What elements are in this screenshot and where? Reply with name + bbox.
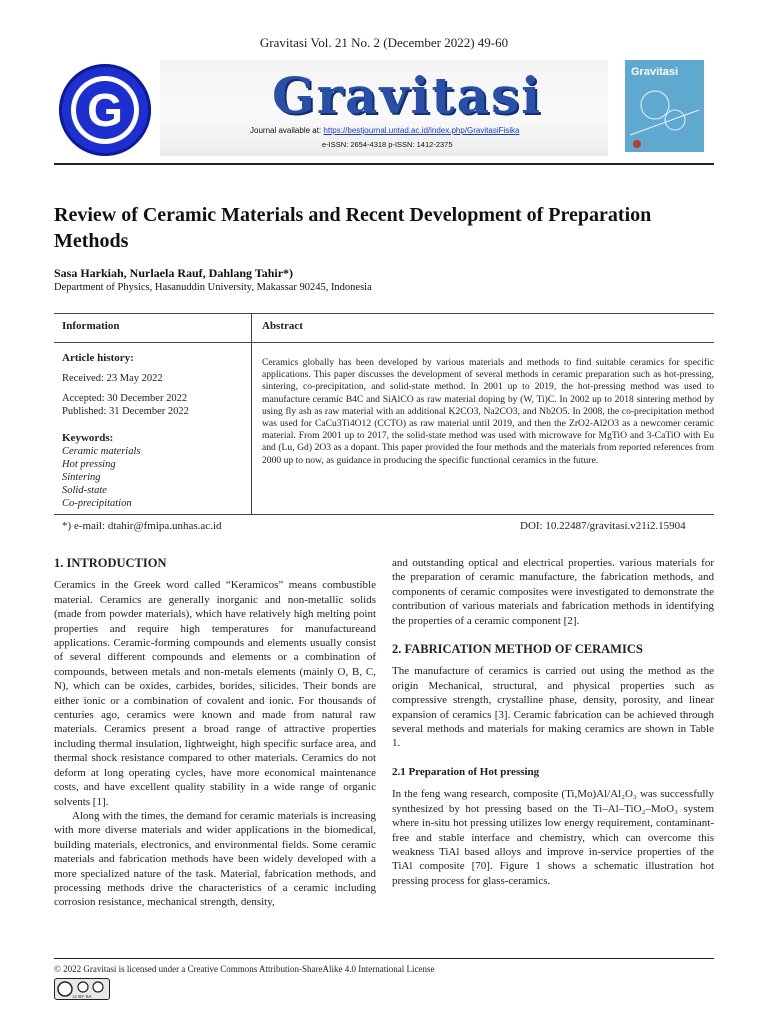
left-column — [54, 556, 376, 910]
info-box-bottom-rule — [54, 514, 714, 515]
footer-divider — [54, 958, 714, 959]
paragraph: In the feng wang research, composite (Ti,Mo)Al/Al₂O₃ was successfully synthesized by hot pressing based on the Ti–Al–TiO₂–MoO₃ system where in-situ hot pressing utilizes low energy requirement, contaminant-free and stable interface and chemistry, which can overcome this weakness TiAl based alloys and improve in-service properties of the TiAl composite [70]. Figure 1 shows a schematic illustration hot pressing process for glass-ceramics. — [392, 788, 714, 887]
license-text: © 2022 Gravitasi is licensed under a Creative Commons Attribution-ShareAlike 4.0 International License — [54, 964, 435, 974]
logo-letter: G — [87, 84, 123, 136]
received-date: Received: 23 May 2022 — [62, 373, 163, 384]
keyword: Co-precipitation — [62, 498, 132, 509]
section-heading-fabrication: 2. FABRICATION METHOD OF CERAMICS — [392, 642, 643, 657]
banner-divider — [54, 163, 714, 165]
paragraph: and outstanding optical and electrical properties. various materials for the preparation of ceramic manufacture, the fabrication methods, and components of ceramic composites were investigated to demonstrate the contribution of various materials and fabrication methods in identifying the properties of a ceramic component [2]. — [392, 557, 714, 627]
doi: DOI: 10.22487/gravitasi.v21i2.15904 — [520, 520, 686, 532]
paragraph: Along with the times, the demand for ceramic materials is increasing with more diverse materials and wider applications in the biomedical, building materials, electronics, and environmental fields. Some ceramic materials and fabrication methods have been widely developed with a more specialized nature of the task. Material, fabrication methods, and processing methods drive the characteristics of a ceramic including corrosion resistance, mechanical strength, density, — [54, 809, 376, 909]
paragraph: Ceramics in the Greek word called “Keramicos” means combustible material. Ceramics are generally inorganic and non-metallic solids (made from powder materials), which have relatively high melting point properties and require high temperatures for manufactureand applications. Ceramic-forming compounds and elements usually consist of several different compounds and elements or a combination of compounds, between metals and non-metals elements (mainly O, B, C, N), which can be oxides, carbides, borides, silicides. Their bonds are either ionic or a combination of covalent and ionic. For thousands of centuries ago, ceramics were known and made from natural raw materials. Ceramics present a broad range of attractive properties including thermal insulation, lightweight, high specific surface area, and thermal shock resistance compared to other materials. Ceramics do not deform at long operating cycles, have more economical maintenance costs, and have excellent quality stability in a wide range of organic solvents [1]. — [54, 579, 376, 808]
cc-license-badge[interactable] — [54, 978, 110, 1000]
article-history-heading: Article history: — [62, 352, 134, 364]
keywords-heading: Keywords: — [62, 432, 114, 444]
section-heading-introduction: 1. INTRODUCTION — [54, 556, 167, 570]
corresponding-email: *) e-mail: dtahir@fmipa.unhas.ac.id — [62, 520, 222, 532]
running-header: Gravitasi Vol. 21 No. 2 (December 2022) 49-60 — [259, 35, 509, 50]
subsection-heading-hot-pressing: 2.1 Preparation of Hot pressing — [392, 765, 540, 778]
abstract-text: Ceramics globally has been developed by various materials and methods to find suitable ceramics for specific applications. This paper discusses the development of several methods in ceramic preparation such as hot-pressing, sintering, co-precipitation, and solid-state method. In 2001 up to 2019, the hot-pressing method was used to manufacture ceramic B4C and SiAlCO as raw material doping by (W, Ti)C. In 2002 up to 2018 sintering method by using fly ash as raw material with an additional K2CO3, Na2CO3, and Nb2O5. In 2008, the co-precipitation method was used for CaCu3Ti4O12 (CCTO) as raw material until 2019, and then the ZrO2-Al2O3 as a newcomer ceramic material. From 2001 up to 2017, the solid-state method was used with microwave for MgTiO and 3-CaTiO with Eu and (Lu, Gd) 2O3 as a dopant. This paper provided the four methods and the materials from reported references from 2000 up to now, as guidance in producing the specific functional ceramics in the future. — [262, 357, 714, 466]
journal-url-link[interactable]: https://bestjournal.untad.ac.id/index.php/GravitasiFisika — [323, 126, 520, 135]
keyword: Ceramic materials — [62, 446, 141, 457]
article-info — [62, 352, 247, 510]
cc-label: cc BY SA — [72, 994, 92, 999]
journal-logo — [59, 64, 151, 156]
cover-artwork-icon — [625, 80, 704, 152]
journal-banner-title: Gravitasi — [272, 66, 543, 125]
issn-line: e-ISSN: 2654-4318 p-ISSN: 1412-2375 — [322, 140, 453, 149]
accepted-date: Accepted: 30 December 2022 — [62, 393, 188, 404]
cover-title: Gravitasi — [631, 66, 679, 78]
affiliation: Department of Physics, Hasanuddin University, Makassar 90245, Indonesia — [54, 282, 372, 293]
info-box-column-divider — [251, 313, 252, 514]
info-box-top-rule — [54, 313, 714, 314]
information-heading: Information — [62, 320, 120, 332]
info-box-header-rule — [54, 342, 714, 343]
paragraph: The manufacture of ceramics is carried out using the method as the origin Mechanical, structural, and physical properties such as compressive strength, crystalline phase, density, porosity, and linear expansion of ceramics [3]. Ceramic fabrication can be achieved through several methods and materials for making ceramics are shown in Table 1. — [392, 665, 714, 750]
journal-cover-thumbnail — [625, 60, 704, 152]
abstract-heading: Abstract — [262, 320, 303, 332]
journal-label: Journal available at: — [250, 126, 322, 135]
keyword: Solid-state — [62, 485, 107, 496]
logo-g-icon — [59, 64, 151, 156]
right-column — [392, 556, 714, 888]
cc-by-sa-icon — [55, 979, 109, 999]
keyword: Sintering — [62, 472, 101, 483]
journal-availability — [250, 126, 520, 135]
published-date: Published: 31 December 2022 — [62, 406, 189, 417]
paper-title: Review of Ceramic Materials and Recent Development of Preparation Methods — [54, 204, 652, 252]
authors: Sasa Harkiah, Nurlaela Rauf, Dahlang Tahir*) — [54, 266, 294, 280]
keyword: Hot pressing — [62, 459, 116, 470]
